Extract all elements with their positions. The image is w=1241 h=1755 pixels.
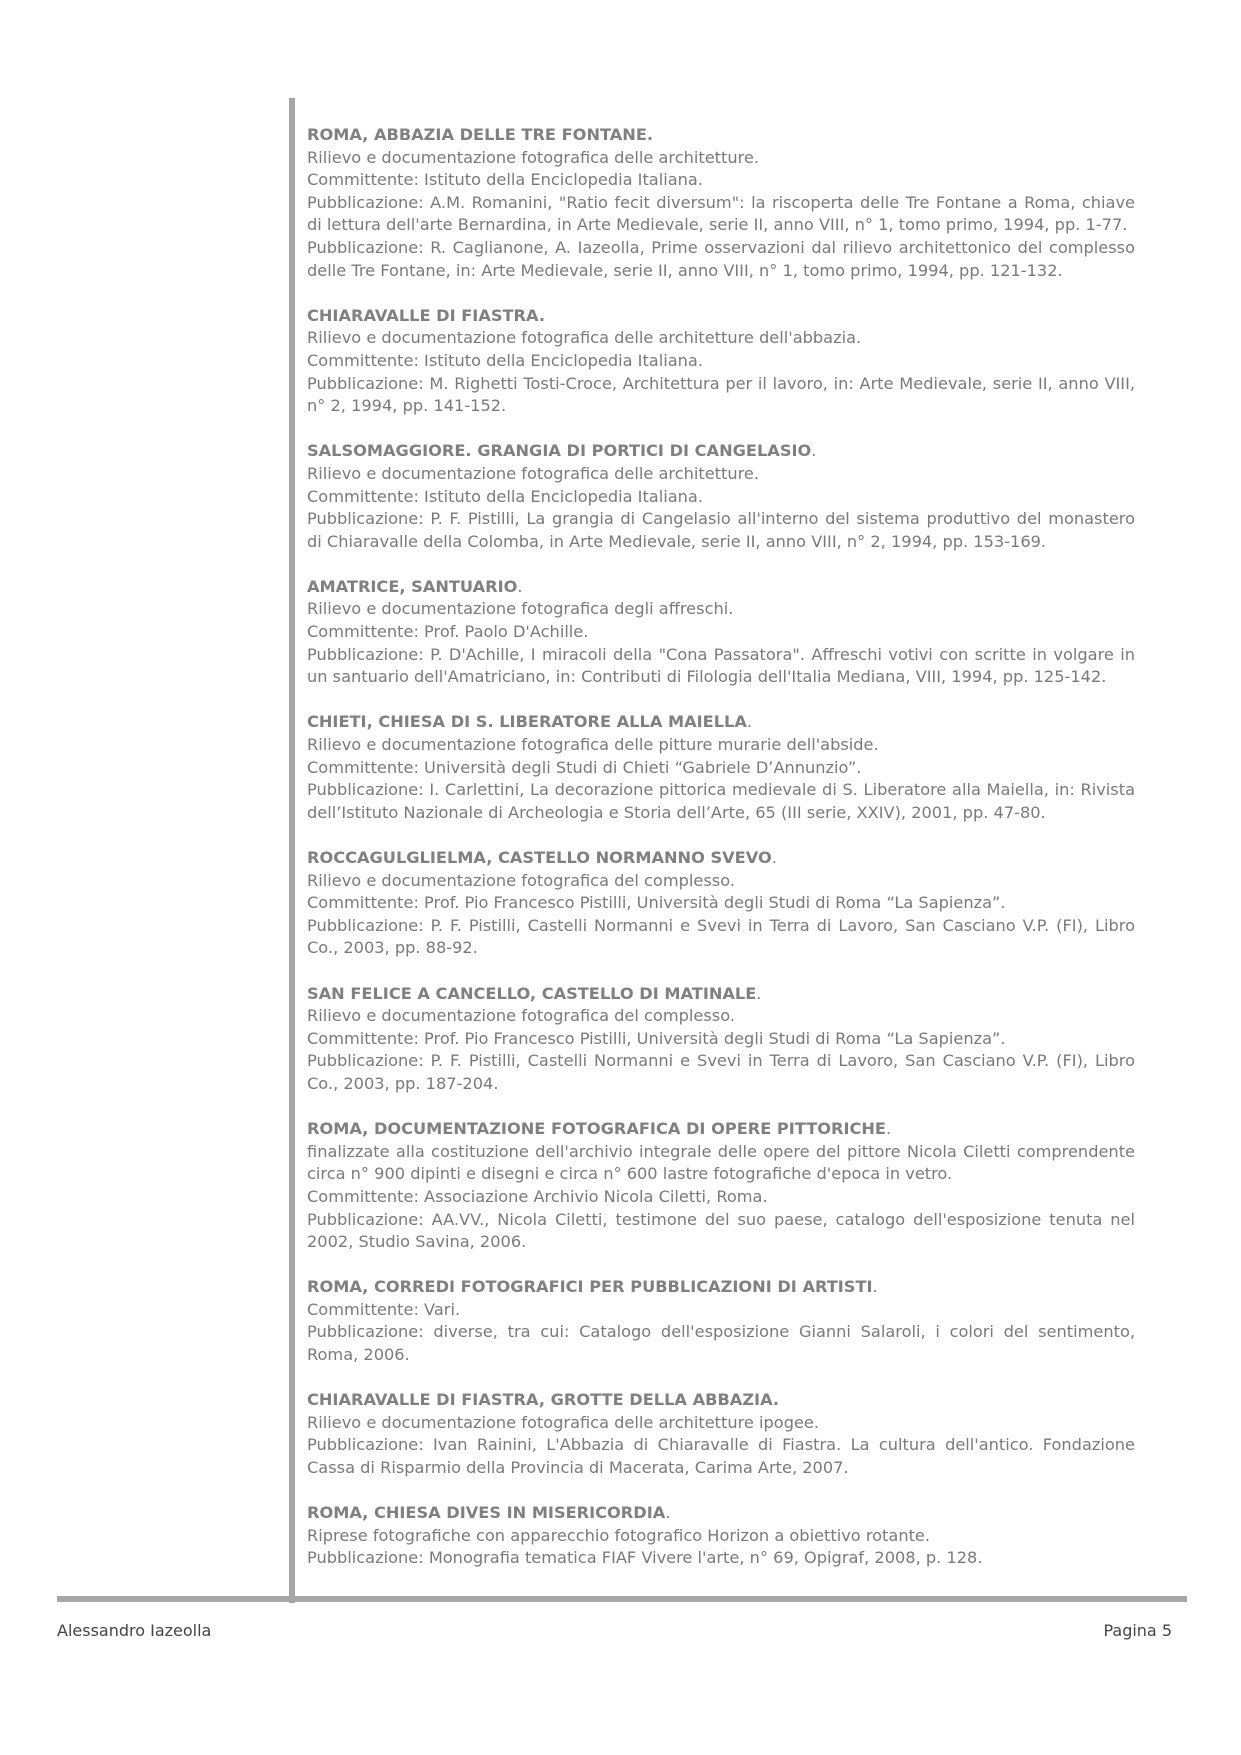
entry-title [307,576,1135,599]
footer-page-number: Pagina 5 [1103,1621,1172,1640]
entry-line: Riprese fotografiche con apparecchio fotografico Horizon a obiettivo rotante. [307,1525,931,1545]
entries-list [307,124,1135,1570]
entry-title-suffix: . [756,983,762,1003]
entry-line: Committente: Prof. Pio Francesco Pistilli, Università degli Studi di Roma “La Sapienza”. [307,1028,1006,1048]
entry-line: Pubblicazione: P. F. Pistilli, Castelli Normanni e Svevi in Terra di Lavoro, San Casciano V.P. (FI), Libro Co., 2003, pp. 187-204. [307,1051,1135,1093]
entry-title [307,711,1135,734]
entry-title-suffix: . [746,712,753,732]
entry-title-text: SALSOMAGGIORE. GRANGIA DI PORTICI DI CANGELASIO [307,441,812,461]
entry-line: Rilievo e documentazione fotografica delle architetture ipogee. [307,1412,820,1432]
entry [307,1502,1135,1570]
entry-title-text: ROMA, DOCUMENTAZIONE FOTOGRAFICA DI OPERE PITTORICHE [307,1119,886,1139]
entry-line: Rilievo e documentazione fotografica delle architetture dell'abbazia. [307,328,862,348]
entry-title-text: ROCCAGULGLIELMA, CASTELLO NORMANNO SVEVO [307,848,772,867]
entry-line: Rilievo e documentazione fotografica del complesso. [307,870,735,890]
entry-title-suffix: . [886,1119,892,1139]
entry-title [307,1502,1135,1525]
entry [307,576,1135,689]
entry-line: Pubblicazione: P. F. Pistilli, La grangia di Cangelasio all'interno del sistema produttivo del monastero di Chiaravalle della Colomba, in Arte Medievale, serie II, anno VIII, n° 2, 1994, pp. 153-169. [307,509,1135,551]
bottom-rule [57,1596,1187,1602]
entry [307,305,1135,418]
entry-title-text: ROMA, ABBAZIA DELLE TRE FONTANE. [307,125,654,144]
entry-line: Rilievo e documentazione fotografica delle architetture. [307,147,760,167]
entry [307,711,1135,824]
entry-line: Pubblicazione: Ivan Rainini, L'Abbazia di Chiaravalle di Fiastra. La cultura dell'antico. Fondazione Cassa di Risparmio della Provincia di Macerata, Carima Arte, 2007. [307,1435,1135,1478]
entry-line: Pubblicazione: P. D'Achille, I miracoli della "Cona Passatora". Affreschi votivi con scritte in volgare in un santuario dell'Amatriciano, in: Contributi di Filologia dell'Italia Mediana, VIII, 1994, pp. 125-142. [307,644,1135,687]
entry [307,983,1135,1096]
entry-title [307,1389,1135,1412]
entry [307,1389,1135,1479]
entry-line: Committente: Associazione Archivio Nicola Ciletti, Roma. [307,1186,768,1206]
entry-title-text: CHIARAVALLE DI FIASTRA, GROTTE DELLA ABBAZIA. [307,1390,780,1410]
entry-title [307,847,1135,870]
entry-title [307,440,1135,463]
entry-line: finalizzate alla costituzione dell'archivio integrale delle opere del pittore Nicola Ciletti comprendente circa n° 900 dipinti e disegni e circa n° 600 lastre fotografiche d'epoca in vetro. [307,1141,1135,1184]
footer-author: Alessandro Iazeolla [57,1621,212,1640]
entry-line: Pubblicazione: I. Carlettini, La decorazione pittorica medievale di S. Liberatore alla Maiella, in: Rivista dell’Istituto Nazionale di Archeologia e Storia dell’Arte, 65 (III serie, XXIV), 2001, pp. 47-80. [307,780,1135,822]
entry-line: Rilievo e documentazione fotografica delle architetture. [307,463,760,483]
entry-line: Committente: Università degli Studi di Chieti “Gabriele D’Annunzio”. [307,757,862,777]
entry-line: Rilievo e documentazione fotografica degli affreschi. [307,599,734,619]
entry-title-suffix: . [872,1277,878,1297]
entry-title-text: ROMA, CORREDI FOTOGRAFICI PER PUBBLICAZIONI DI ARTISTI [307,1277,873,1297]
entry-title-suffix: . [517,576,523,596]
entry-line: Rilievo e documentazione fotografica delle pitture murarie dell'abside. [307,735,879,755]
entry-line: Committente: Prof. Pio Francesco Pistilli, Università degli Studi di Roma “La Sapienza”. [307,893,1006,913]
entry-title-text: SAN FELICE A CANCELLO, CASTELLO DI MATINALE [307,983,757,1003]
entry [307,440,1135,553]
entry-title [307,1276,1135,1299]
entry-title-suffix: . [811,441,817,461]
entry-line: Pubblicazione: diverse, tra cui: Catalogo dell'esposizione Gianni Salaroli, i colori del sentimento, Roma, 2006. [307,1322,1135,1365]
entry-line: Pubblicazione: R. Caglianone, A. Iazeolla, Prime osservazioni dal rilievo architettonico del complesso delle Tre Fontane, in: Arte Medievale, serie II, anno VIII, n° 1, tomo primo, 1994, pp. 121-132. [307,237,1135,280]
entry-line: Committente: Istituto della Enciclopedia Italiana. [307,350,703,370]
entry-line: Committente: Vari. [307,1299,461,1319]
entry [307,847,1135,960]
entry-line: Committente: Istituto della Enciclopedia Italiana. [307,170,703,190]
entry [307,1276,1135,1366]
entry-line: Pubblicazione: A.M. Romanini, "Ratio fecit diversum": la riscoperta delle Tre Fontane a Roma, chiave di lettura dell'arte Bernardina, in Arte Medievale, serie II, anno VIII, n° 1, tomo primo, 1994, pp. 1-77. [307,192,1135,235]
entry-title-suffix: . [665,1503,671,1523]
entry-title [307,305,1135,328]
entry-title-text: AMATRICE, SANTUARIO [307,576,518,596]
entry-line: Committente: Istituto della Enciclopedia Italiana. [307,486,703,506]
entry-title-suffix: . [771,848,777,867]
entry-title [307,124,1135,147]
left-margin-rule [289,98,295,1603]
entry-line: Committente: Prof. Paolo D'Achille. [307,622,589,642]
entry-title-text: ROMA, CHIESA DIVES IN MISERICORDIA [307,1503,666,1523]
entry-line: Pubblicazione: P. F. Pistilli, Castelli Normanni e Svevi in Terra di Lavoro, San Casciano V.P. (FI), Libro Co., 2003, pp. 88-92. [307,915,1135,958]
entry-title-text: CHIARAVALLE DI FIASTRA. [307,305,545,325]
entry-title [307,1118,1135,1141]
entry [307,124,1135,282]
entry-title-text: CHIETI, CHIESA DI S. LIBERATORE ALLA MAIELLA [307,712,747,732]
entry-line: Pubblicazione: Monografia tematica FIAF Vivere l'arte, n° 69, Opigraf, 2008, p. 128. [307,1548,983,1568]
entry-title [307,983,1135,1006]
entry-line: Rilievo e documentazione fotografica del complesso. [307,1006,735,1026]
entry [307,1118,1135,1254]
entry-line: Pubblicazione: AA.VV., Nicola Ciletti, testimone del suo paese, catalogo dell'esposizione tenuta nel 2002, Studio Savina, 2006. [307,1209,1135,1252]
entry-line: Pubblicazione: M. Righetti Tosti-Croce, Architettura per il lavoro, in: Arte Medievale, serie II, anno VIII, n° 2, 1994, pp. 141-152. [307,373,1135,416]
